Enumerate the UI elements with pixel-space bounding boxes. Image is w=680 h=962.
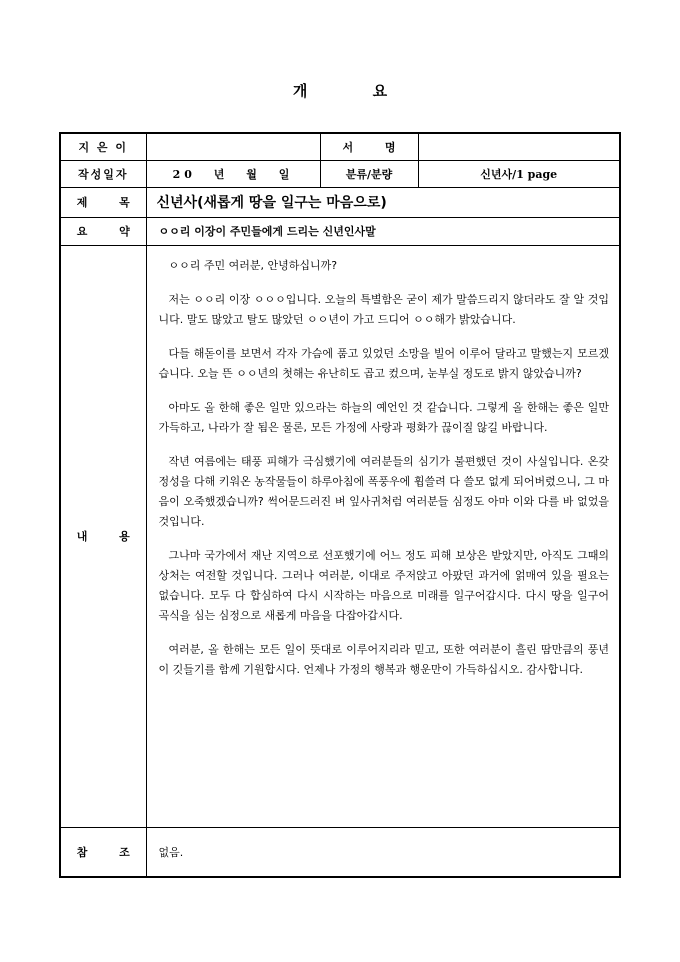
category-value[interactable]: 신년사/1 page bbox=[418, 160, 620, 187]
content-paragraph: ㅇㅇ리 주민 여러분, 안녕하십니까? bbox=[168, 258, 338, 272]
content-paragraph: 여러분, 올 한해는 모든 일이 뜻대로 이루어지리라 믿고, 또한 여러분이 흘린 땀만큼의 풍년이 깃들기를 함께 기원합시다. 언제나 가정의 행복과 행운만이 가득하십시오. 감사합니다. bbox=[158, 642, 609, 676]
content-paragraph: 다들 해돋이를 보면서 각자 가슴에 품고 있었던 소망을 빌어 이루어 달라고 말했는지 모르겠습니다. 오늘 뜬 ㅇㅇ년의 첫해는 유난히도 곱고 컸으며, 눈부실 정도로 밝지 않았습니까? bbox=[158, 346, 609, 380]
reference-label: 참 조 bbox=[60, 827, 146, 877]
summary-value[interactable]: ㅇㅇ리 이장이 주민들에게 드리는 신년인사말 bbox=[146, 217, 620, 245]
content-row bbox=[60, 245, 620, 827]
author-label: 지 은 이 bbox=[60, 133, 146, 160]
reference-row bbox=[60, 827, 620, 877]
content-paragraph: 작년 여름에는 태풍 피해가 극심했기에 여러분들의 심기가 불편했던 것이 사실입니다. 온갖 정성을 다해 키워온 농작물들이 하루아침에 폭풍우에 휩쓸려 다 쓸모 없게 되어버렸으니, 그 마음이 오죽했겠습니까? 썩어문드러진 벼 잎사귀처럼 여러분들 심정도 아마 이와 다를 바 없었을 것입니다. bbox=[158, 454, 609, 528]
date-label: 작성일자 bbox=[60, 160, 146, 187]
author-value[interactable] bbox=[146, 133, 320, 160]
content-paragraph: 그나마 국가에서 재난 지역으로 선포했기에 어느 정도 피해 보상은 받았지만, 아직도 그때의 상처는 여전할 것입니다. 그러나 여러분, 이대로 주저앉고 아팠던 과거에 얽매여 있을 필요는 없습니다. 모두 다 합심하여 다시 시작하는 마음으로 미래를 일구어갑시다. 다시 땅을 일구어 곡식을 심는 심정으로 새롭게 마음을 다잡아갑시다. bbox=[158, 548, 609, 622]
summary-row bbox=[60, 217, 620, 245]
subject-row bbox=[60, 187, 620, 217]
document-title: 개 요 bbox=[292, 82, 418, 100]
content-paragraph: 저는 ㅇㅇ리 이장 ㅇㅇㅇ입니다. 오늘의 특별함은 굳이 제가 말씀드리지 않더라도 잘 알 것입니다. 말도 많았고 탈도 많았던 ㅇㅇ년이 가고 드디어 ㅇㅇ해가 밝았습니다. bbox=[158, 292, 609, 326]
date-row bbox=[60, 160, 620, 187]
reference-value[interactable]: 없음. bbox=[146, 827, 620, 877]
content-paragraph: 아마도 올 한해 좋은 일만 있으라는 하늘의 예언인 것 같습니다. 그렇게 올 한해는 좋은 일만 가득하고, 나라가 잘 됨은 물론, 모든 가정에 사랑과 평화가 끊이질 않길 바랍니다. bbox=[158, 400, 609, 434]
category-label: 분류/분량 bbox=[320, 160, 418, 187]
subject-value[interactable]: 신년사(새롭게 땅을 일구는 마음으로) bbox=[146, 187, 620, 217]
signature-label: 서 명 bbox=[320, 133, 418, 160]
signature-value[interactable] bbox=[418, 133, 620, 160]
summary-label: 요 약 bbox=[60, 217, 146, 245]
subject-label: 제 목 bbox=[60, 187, 146, 217]
author-row bbox=[60, 133, 620, 160]
date-value[interactable]: 20 년 월 일 bbox=[146, 160, 320, 187]
content-body[interactable] bbox=[146, 245, 620, 827]
content-label: 내 용 bbox=[60, 245, 146, 827]
outline-table bbox=[59, 132, 621, 878]
